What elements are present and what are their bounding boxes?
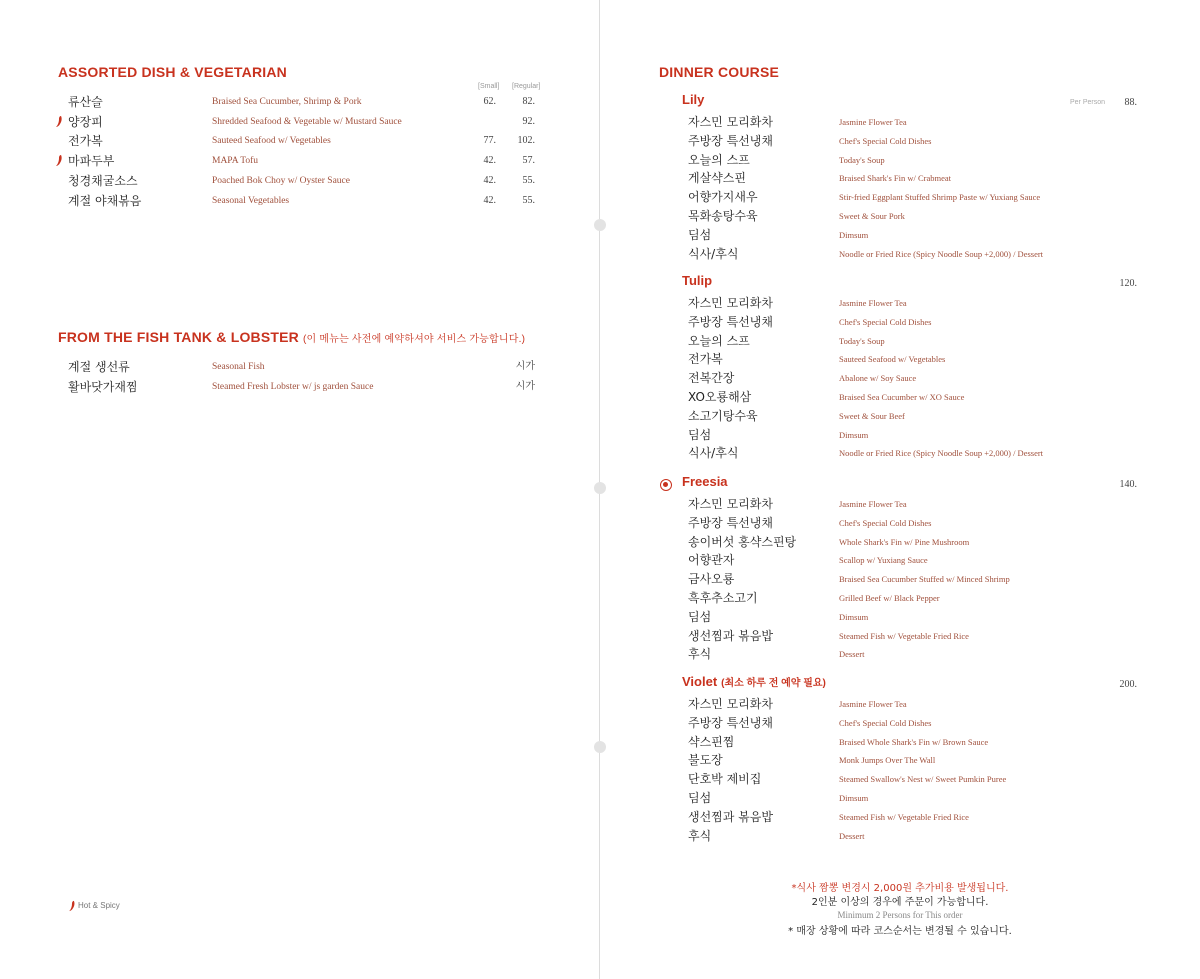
course-item-korean-name: 주방장 특선냉채 xyxy=(688,314,773,329)
course-item-korean-name: 딤섬 xyxy=(688,791,712,805)
hot-spicy-legend xyxy=(68,900,120,912)
course-item-row xyxy=(600,369,1200,389)
course-item-english-name: Dimsum xyxy=(839,229,869,240)
menu-item-row xyxy=(0,113,600,133)
course-item-korean-name: 주방장 특선냉채 xyxy=(688,133,773,148)
course-item-korean-name: 송이버섯 홍샥스핀탕 xyxy=(688,534,797,549)
course-item-english-name: Jasmine Flower Tea xyxy=(839,499,907,509)
course-item-english-name: Abalone w/ Soy Sauce xyxy=(839,373,917,384)
course-item-row xyxy=(600,514,1200,534)
course-item-row xyxy=(600,169,1200,189)
menu-item-small-price: 42. xyxy=(483,155,496,167)
chili-pepper-icon xyxy=(55,115,63,128)
course-item-row xyxy=(600,714,1200,734)
menu-item-regular-price: 82. xyxy=(522,96,535,107)
menu-item-english-name: Steamed Fresh Lobster w/ js garden Sauce xyxy=(212,381,374,392)
menu-item-english-name: Seasonal Fish xyxy=(212,362,265,372)
course-item-english-name: Monk Jumps Over The Wall xyxy=(839,755,936,766)
menu-item-small-price: 42. xyxy=(483,174,496,186)
menu-item-korean-name: 활바닷가재찜 xyxy=(68,379,138,394)
fish-section-title-text: FROM THE FISH TANK & LOBSTER xyxy=(58,329,299,345)
course-item-english-name: Sweet & Sour Pork xyxy=(839,211,905,221)
footnote-minimum-order-ko: 2인분 이상의 경우에 주문이 가능합니다. xyxy=(811,897,989,908)
menu-item-row xyxy=(0,172,600,192)
menu-item-row xyxy=(0,378,600,398)
dinner-course-title: DINNER COURSE xyxy=(659,64,780,80)
course-item-korean-name: 전복간장 xyxy=(688,371,735,386)
course-name: Lily xyxy=(682,92,705,107)
small-column-header: [Small] xyxy=(478,83,500,90)
course-price: 140. xyxy=(1119,479,1137,490)
course-item-korean-name: XO오룡해삼 xyxy=(688,390,752,404)
menu-item-regular-price: 92. xyxy=(522,115,535,127)
course-item-english-name: Jasmine Flower Tea xyxy=(839,699,907,709)
menu-item-regular-price: 102. xyxy=(517,135,535,147)
menu-item-english-name: Poached Bok Choy w/ Oyster Sauce xyxy=(212,175,350,186)
course-item-english-name: Chef's Special Cold Dishes xyxy=(839,135,932,146)
menu-item-row xyxy=(0,358,600,378)
course-item-english-name: Braised Shark's Fin w/ Crabmeat xyxy=(839,173,952,184)
course-title xyxy=(682,474,728,489)
menu-item-english-name: MAPA Tofu xyxy=(212,156,259,167)
course-item-english-name: Jasmine Flower Tea xyxy=(839,298,907,308)
course-item-row xyxy=(600,207,1200,227)
course-item-english-name: Dimsum xyxy=(839,611,869,622)
course-price: 120. xyxy=(1119,278,1137,289)
course-name: Tulip xyxy=(682,273,713,288)
menu-item-row xyxy=(0,93,600,113)
menu-item-small-price: 62. xyxy=(483,96,496,107)
menu-item-small-price: 42. xyxy=(483,194,496,206)
course-item-english-name: Whole Shark's Fin w/ Pine Mushroom xyxy=(839,536,970,547)
course-item-korean-name: 생선찜과 볶음밥 xyxy=(688,628,773,643)
course-item-english-name: Dimsum xyxy=(839,793,869,803)
course-item-english-name: Grilled Beef w/ Black Pepper xyxy=(839,593,940,603)
menu-item-korean-name: 전가복 xyxy=(68,134,103,149)
course-item-row xyxy=(600,388,1200,408)
course-item-english-name: Braised Sea Cucumber w/ XO Sauce xyxy=(839,392,965,402)
course-item-english-name: Sweet & Sour Beef xyxy=(839,410,905,421)
menu-item-regular-price: 55. xyxy=(522,174,535,186)
course-price: 88. xyxy=(1124,97,1137,108)
course-item-korean-name: 어향관자 xyxy=(688,553,735,568)
course-item-row xyxy=(600,151,1200,171)
course-item-korean-name: 소고기탕수육 xyxy=(688,408,758,423)
course-item-english-name: Noodle or Fried Rice (Spicy Noodle Soup +2,000) / Dessert xyxy=(839,248,1044,259)
menu-item-english-name: Braised Sea Cucumber, Shrimp & Pork xyxy=(212,97,362,107)
footnote-course-order: * 매장 상황에 따라 코스순서는 변경될 수 있습니다. xyxy=(788,926,1012,937)
chili-pepper-icon xyxy=(55,154,63,167)
course-item-english-name: Stir-fried Eggplant Stuffed Shrimp Paste w/ Yuxiang Sauce xyxy=(839,192,1041,203)
course-item-korean-name: 자스민 모리화차 xyxy=(688,115,773,129)
course-item-english-name: Dessert xyxy=(839,830,865,841)
course-item-korean-name: 게살샥스핀 xyxy=(688,171,746,186)
course-name: Violet xyxy=(682,674,718,689)
menu-item-korean-name: 계절 생선류 xyxy=(68,360,130,374)
course-item-row xyxy=(600,226,1200,246)
course-item-english-name: Jasmine Flower Tea xyxy=(839,117,907,127)
course-item-row xyxy=(600,733,1200,753)
footnote-noodle-surcharge: *식사 짬뽕 변경시 2,000원 추가비용 발생됩니다. xyxy=(791,883,1009,894)
menu-item-korean-name: 계절 야채볶음 xyxy=(68,193,142,208)
menu-item-english-name: Shredded Seafood & Vegetable w/ Mustard Sauce xyxy=(212,116,402,127)
menu-item-regular-price: 55. xyxy=(522,194,535,206)
right-page xyxy=(600,0,1200,979)
course-item-korean-name: 주방장 특선냉채 xyxy=(688,715,773,730)
course-item-row xyxy=(600,645,1200,665)
course-item-row xyxy=(600,695,1200,715)
menu-item-korean-name: 마파두부 xyxy=(68,154,115,169)
course-item-korean-name: 목화송탕수육 xyxy=(688,209,758,223)
course-item-korean-name: 오늘의 스프 xyxy=(688,152,750,167)
course-item-english-name: Steamed Swallow's Nest w/ Sweet Pumkin Puree xyxy=(839,774,1007,785)
course-item-korean-name: 식사/후식 xyxy=(688,246,739,261)
menu-item-korean-name: 청경채굴소스 xyxy=(68,173,138,188)
footnote-minimum-order-en: Minimum 2 Persons for This order xyxy=(837,910,963,920)
course-item-korean-name: 전가복 xyxy=(688,352,723,367)
menu-item-korean-name: 류산슬 xyxy=(68,95,103,109)
course-item-row xyxy=(600,551,1200,571)
course-item-english-name: Dessert xyxy=(839,649,865,660)
course-item-english-name: Steamed Fish w/ Vegetable Fried Rice xyxy=(839,811,969,822)
course-item-row xyxy=(600,426,1200,446)
course-item-korean-name: 자스민 모리화차 xyxy=(688,697,773,711)
course-item-korean-name: 식사/후식 xyxy=(688,446,739,461)
course-item-english-name: Today's Soup xyxy=(839,335,885,346)
course-item-row xyxy=(600,444,1200,464)
course-item-korean-name: 자스민 모리화차 xyxy=(688,296,773,310)
course-item-row xyxy=(600,627,1200,647)
course-item-korean-name: 어향가지새우 xyxy=(688,190,758,205)
course-item-english-name: Steamed Fish w/ Vegetable Fried Rice xyxy=(839,630,969,641)
course-item-row xyxy=(600,770,1200,790)
course-item-english-name: Chef's Special Cold Dishes xyxy=(839,717,932,728)
course-item-korean-name: 후식 xyxy=(688,647,712,662)
course-title xyxy=(682,674,826,689)
course-item-korean-name: 생선찜과 볶음밥 xyxy=(688,809,773,824)
fish-section-title xyxy=(58,329,525,345)
course-item-row xyxy=(600,132,1200,152)
hot-spicy-legend-text: Hot & Spicy xyxy=(78,901,120,911)
course-price: 200. xyxy=(1119,679,1137,690)
course-item-row xyxy=(600,495,1200,515)
course-item-korean-name: 자스민 모리화차 xyxy=(688,497,773,511)
course-item-english-name: Dimsum xyxy=(839,429,869,440)
course-item-korean-name: 단호박 제비집 xyxy=(688,772,762,787)
course-item-row xyxy=(600,589,1200,609)
course-item-english-name: Chef's Special Cold Dishes xyxy=(839,517,932,528)
course-item-row xyxy=(600,808,1200,828)
course-item-row xyxy=(600,245,1200,265)
course-name: Freesia xyxy=(682,474,728,489)
course-item-english-name: Sauteed Seafood w/ Vegetables xyxy=(839,354,946,365)
regular-column-header: [Regular] xyxy=(512,83,541,90)
course-item-row xyxy=(600,533,1200,553)
course-item-row xyxy=(600,188,1200,208)
course-title xyxy=(682,92,704,107)
menu-item-row xyxy=(0,152,600,172)
course-item-row xyxy=(600,294,1200,314)
course-item-korean-name: 오늘의 스프 xyxy=(688,333,750,348)
course-item-row xyxy=(600,827,1200,847)
per-person-label: Per Person xyxy=(1070,99,1106,106)
menu-item-english-name: Sauteed Seafood w/ Vegetables xyxy=(212,136,331,147)
course-item-english-name: Noodle or Fried Rice (Spicy Noodle Soup +2,000) / Dessert xyxy=(839,448,1044,459)
course-item-row xyxy=(600,113,1200,133)
course-item-english-name: Braised Sea Cucumber Stuffed w/ Minced Shrimp xyxy=(839,574,1010,585)
fish-section-note: (이 메뉴는 사전에 예약하셔야 서비스 가능합니다.) xyxy=(303,334,526,345)
course-item-korean-name: 딤섬 xyxy=(688,227,712,242)
menu-item-english-name: Seasonal Vegetables xyxy=(212,195,290,206)
menu-item-small-price: 77. xyxy=(483,135,496,147)
course-item-english-name: Chef's Special Cold Dishes xyxy=(839,316,932,327)
course-item-row xyxy=(600,332,1200,352)
course-item-korean-name: 불도장 xyxy=(688,753,723,768)
course-item-korean-name: 금사오룡 xyxy=(688,572,735,587)
course-item-english-name: Scallop w/ Yuxiang Sauce xyxy=(839,555,928,566)
course-item-row xyxy=(600,789,1200,809)
course-item-row xyxy=(600,751,1200,771)
menu-item-row xyxy=(0,132,600,152)
course-item-row xyxy=(600,570,1200,590)
course-item-korean-name: 딤섬 xyxy=(688,609,712,624)
course-item-row xyxy=(600,313,1200,333)
course-item-korean-name: 딤섬 xyxy=(688,427,712,442)
course-item-korean-name: 샥스핀찜 xyxy=(688,734,735,749)
course-item-korean-name: 주방장 특선냉채 xyxy=(688,515,773,530)
course-item-row xyxy=(600,608,1200,628)
menu-item-market-price: 시가 xyxy=(515,361,535,372)
course-item-row xyxy=(600,350,1200,370)
course-note: (최소 하루 전 예약 필요) xyxy=(721,678,826,689)
course-item-korean-name: 후식 xyxy=(688,828,712,843)
menu-item-korean-name: 양장피 xyxy=(68,114,103,129)
menu-item-row xyxy=(0,192,600,212)
footnotes xyxy=(700,882,1100,939)
course-item-english-name: Braised Whole Shark's Fin w/ Brown Sauce xyxy=(839,736,989,747)
selected-course-radio xyxy=(660,479,672,491)
menu-item-market-price: 시가 xyxy=(515,380,535,392)
menu-item-regular-price: 57. xyxy=(522,155,535,167)
course-item-english-name: Today's Soup xyxy=(839,154,885,165)
chili-pepper-icon xyxy=(68,900,76,912)
course-title xyxy=(682,273,712,288)
course-item-korean-name: 흑후추소고기 xyxy=(688,591,758,605)
assorted-section-title: ASSORTED DISH & VEGETARIAN xyxy=(58,64,287,80)
course-item-row xyxy=(600,407,1200,427)
